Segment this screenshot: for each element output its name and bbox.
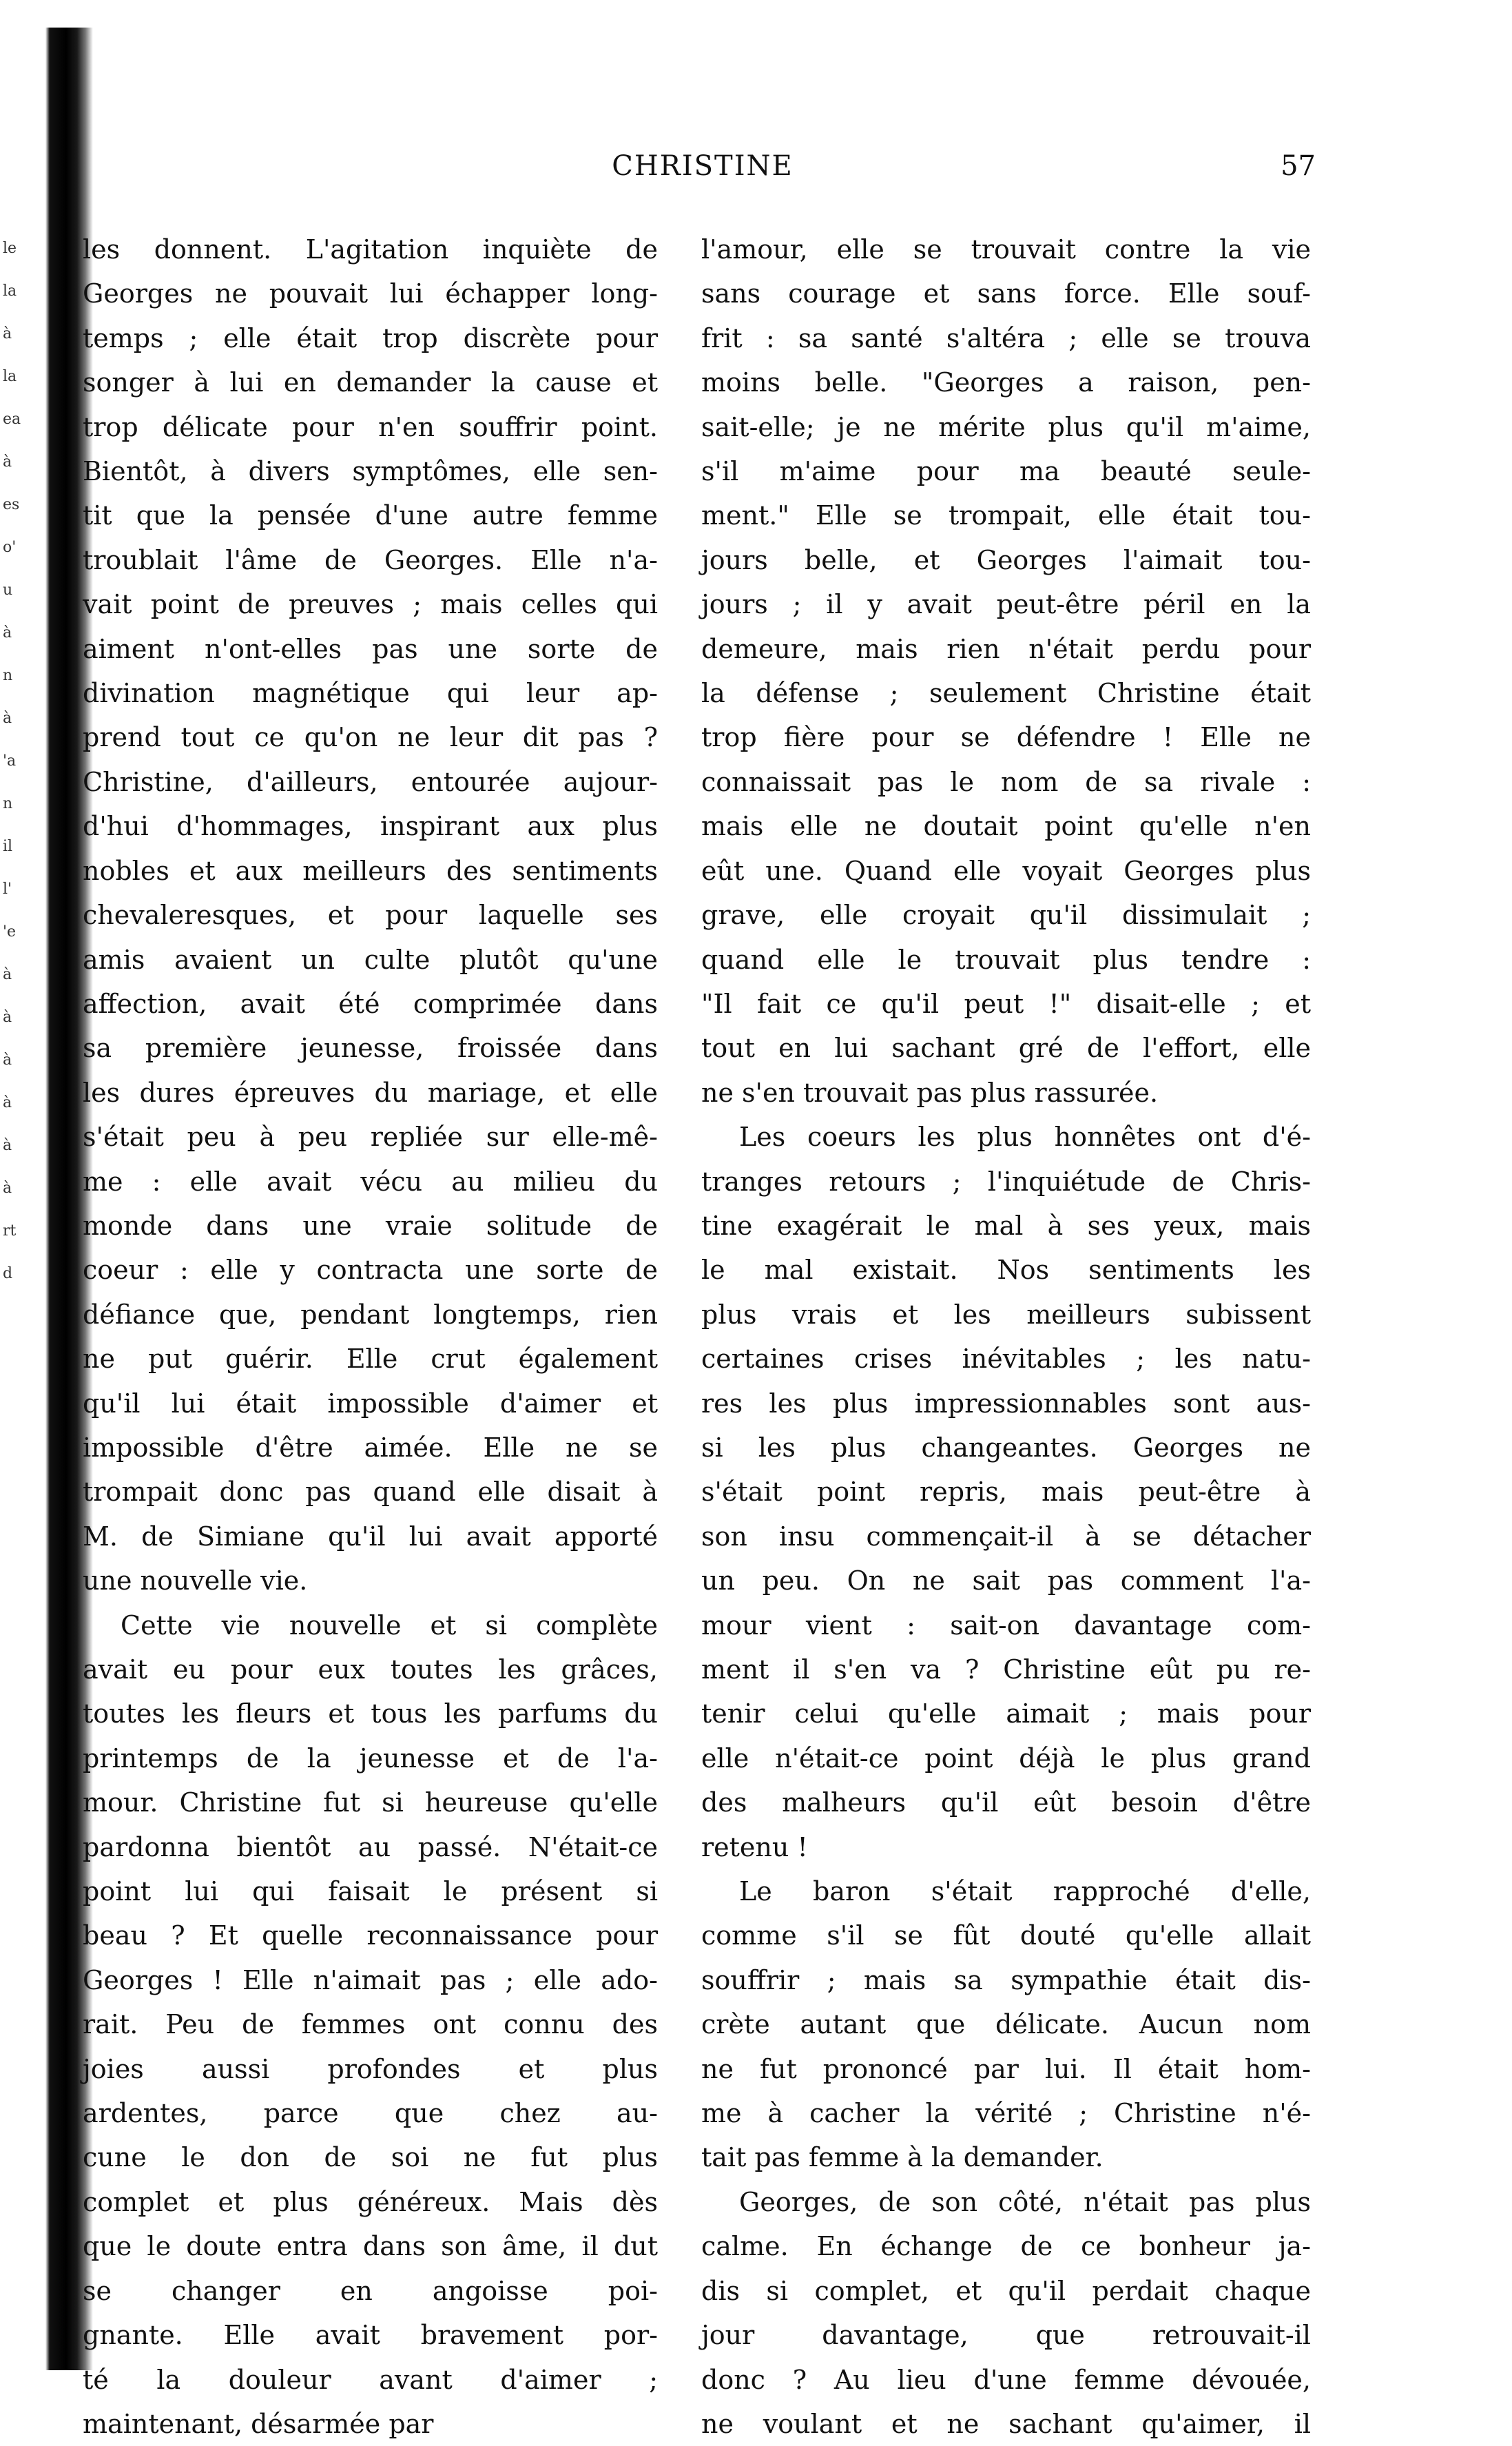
text-line: rait. Peu de femmes ont connu des — [83, 2009, 658, 2040]
text-line: res les plus impressionnables sont aus- — [701, 1388, 1311, 1419]
text-line: certaines crises inévitables ; les natu- — [701, 1344, 1311, 1375]
text-line: Christine, d'ailleurs, entourée aujour- — [83, 766, 658, 797]
text-line: aiment n'ont-elles pas une sorte de — [83, 633, 658, 664]
text-line: grave, elle croyait qu'il dissimulait ; — [701, 900, 1311, 931]
text-line: troublait l'âme de Georges. Elle n'a- — [83, 544, 658, 575]
text-line: la défense ; seulement Christine était — [701, 678, 1311, 709]
text-line: ment il s'en va ? Christine eût pu re- — [701, 1654, 1311, 1685]
text-line: jour davantage, que retrouvait-il — [701, 2320, 1311, 2351]
text-line: divination magnétique qui leur ap- — [83, 678, 658, 709]
text-line: joies aussi profondes et plus — [83, 2053, 658, 2084]
text-line: Georges, de son côté, n'était pas plus — [739, 2186, 1311, 2217]
text-line: nobles et aux meilleurs des sentiments — [83, 855, 658, 886]
text-line: tranges retours ; l'inquiétude de Chris- — [701, 1166, 1311, 1197]
text-line: défiance que, pendant longtemps, rien — [83, 1299, 658, 1330]
text-line: Georges ne pouvait lui échapper long- — [83, 278, 658, 309]
text-line: ne voulant et ne sachant qu'aimer, il — [701, 2408, 1311, 2439]
text-line: avait eu pour eux toutes les grâces, — [83, 1654, 658, 1685]
text-line: impossible d'être aimée. Elle ne se — [83, 1432, 658, 1463]
text-line: Cette vie nouvelle et si complète — [121, 1610, 658, 1641]
text-line: tine exagérait le mal à ses yeux, mais — [701, 1210, 1311, 1241]
text-line: sans courage et sans force. Elle souf- — [701, 278, 1311, 309]
text-line: une nouvelle vie. — [83, 1565, 308, 1596]
margin-fragment: la — [3, 368, 17, 385]
text-line: trop fière pour se défendre ! Elle ne — [701, 722, 1311, 753]
text-line: si les plus changeantes. Georges ne — [701, 1432, 1311, 1463]
text-line: maintenant, désarmée par — [83, 2408, 434, 2439]
margin-fragment: u — [3, 582, 13, 599]
margin-fragment: à — [3, 325, 12, 342]
margin-fragment: à — [3, 1180, 12, 1197]
text-line: souffrir ; mais sa sympathie était dis- — [701, 1964, 1311, 1995]
text-line: s'était peu à peu repliée sur elle-mê- — [83, 1122, 658, 1153]
margin-fragment: à — [3, 453, 12, 471]
text-line: me : elle avait vécu au milieu du — [83, 1166, 658, 1197]
text-line: printemps de la jeunesse et de l'a- — [83, 1743, 658, 1774]
text-line: cune le don de soi ne fut plus — [83, 2142, 658, 2173]
text-line: tout en lui sachant gré de l'effort, elle — [701, 1033, 1311, 1064]
margin-fragment: es — [3, 496, 20, 513]
text-line: des malheurs qu'il eût besoin d'être — [701, 1787, 1311, 1818]
text-line: point lui qui faisait le présent si — [83, 1876, 658, 1907]
text-line: dis si complet, et qu'il perdait chaque — [701, 2275, 1311, 2306]
margin-fragment: le — [3, 240, 17, 257]
text-line: complet et plus généreux. Mais dès — [83, 2186, 658, 2217]
text-line: prend tout ce qu'on ne leur dit pas ? — [83, 722, 658, 753]
text-line: se changer en angoisse poi- — [83, 2275, 658, 2306]
margin-fragment: à — [3, 624, 12, 641]
running-title: CHRISTINE — [612, 150, 794, 182]
text-line: Le baron s'était rapproché d'elle, — [739, 1876, 1311, 1907]
text-line: tit que la pensée d'une autre femme — [83, 500, 658, 531]
margin-fragment: à — [3, 966, 12, 983]
text-line: Les coeurs les plus honnêtes ont d'é- — [739, 1122, 1311, 1153]
text-line: calme. En échange de ce bonheur ja- — [701, 2231, 1311, 2262]
text-line: tenir celui qu'elle aimait ; mais pour — [701, 1698, 1311, 1729]
text-line: les dures épreuves du mariage, et elle — [83, 1077, 658, 1108]
margin-fragment: d — [3, 1265, 13, 1282]
text-line: frit : sa santé s'altéra ; elle se trouva — [701, 322, 1311, 353]
margin-fragment: 'a — [3, 752, 17, 770]
text-line: d'hui d'hommages, inspirant aux plus — [83, 811, 658, 842]
margin-fragment: à — [3, 1009, 12, 1026]
text-line: ne fut prononcé par lui. Il était hom- — [701, 2053, 1311, 2084]
running-head — [90, 150, 1316, 192]
text-line: demeure, mais rien n'était perdu pour — [701, 633, 1311, 664]
text-line: mour. Christine fut si heureuse qu'elle — [83, 1787, 658, 1818]
text-line: un peu. On ne sait pas comment l'a- — [701, 1565, 1311, 1596]
text-line: qu'il lui était impossible d'aimer et — [83, 1388, 658, 1419]
text-line: s'il m'aime pour ma beauté seule- — [701, 456, 1311, 487]
margin-fragment: o' — [3, 539, 17, 556]
text-line: jours belle, et Georges l'aimait tou- — [701, 544, 1311, 575]
text-line: tait pas femme à la demander. — [701, 2142, 1104, 2173]
margin-fragment: 'e — [3, 923, 17, 941]
text-line: l'amour, elle se trouvait contre la vie — [701, 234, 1311, 265]
text-line: monde dans une vraie solitude de — [83, 1210, 658, 1241]
margin-fragment: à — [3, 710, 12, 727]
text-line: moins belle. "Georges a raison, pen- — [701, 367, 1311, 398]
text-line: M. de Simiane qu'il lui avait apporté — [83, 1521, 658, 1552]
text-line: té la douleur avant d'aimer ; — [83, 2364, 658, 2395]
text-line: sait-elle; je ne mérite plus qu'il m'aime, — [701, 411, 1311, 442]
text-line: "Il fait ce qu'il peut !" disait-elle ; et — [701, 988, 1311, 1019]
margin-fragment: la — [3, 282, 17, 300]
text-line: sa première jeunesse, froissée dans — [83, 1033, 658, 1064]
text-line: mais elle ne doutait point qu'elle n'en — [701, 811, 1311, 842]
text-line: retenu ! — [701, 1831, 808, 1862]
margin-fragments — [3, 227, 47, 1295]
text-line: donc ? Au lieu d'une femme dévouée, — [701, 2364, 1311, 2395]
text-line: eût une. Quand elle voyait Georges plus — [701, 855, 1311, 886]
left-column — [83, 227, 658, 2446]
text-line: comme s'il se fût douté qu'elle allait — [701, 1920, 1311, 1951]
text-line: ardentes, parce que chez au- — [83, 2098, 658, 2129]
text-line: Georges ! Elle n'aimait pas ; elle ado- — [83, 1964, 658, 1995]
margin-fragment: n — [3, 795, 13, 812]
text-line: le mal existait. Nos sentiments les — [701, 1255, 1311, 1286]
text-line: s'était point repris, mais peut-être à — [701, 1477, 1311, 1508]
text-line: les donnent. L'agitation inquiète de — [83, 234, 658, 265]
text-line: son insu commençait-il à se détacher — [701, 1521, 1311, 1552]
text-line: ne s'en trouvait pas plus rassurée. — [701, 1077, 1159, 1108]
margin-fragment: rt — [3, 1222, 17, 1240]
text-line: mour vient : sait-on davantage com- — [701, 1610, 1311, 1641]
text-line: trop délicate pour n'en souffrir point. — [83, 411, 658, 442]
text-line: elle n'était-ce point déjà le plus grand — [701, 1743, 1311, 1774]
text-line: gnante. Elle avait bravement por- — [83, 2320, 658, 2351]
margin-fragment: il — [3, 838, 13, 855]
margin-fragment: à — [3, 1094, 12, 1111]
right-column — [701, 227, 1311, 2446]
text-line: trompait donc pas quand elle disait à — [83, 1477, 658, 1508]
text-line: quand elle le trouvait plus tendre : — [701, 944, 1311, 975]
text-line: vait point de preuves ; mais celles qui — [83, 589, 658, 620]
text-line: ne put guérir. Elle crut également — [83, 1344, 658, 1375]
text-line: que le doute entra dans son âme, il dut — [83, 2231, 658, 2262]
text-line: jours ; il y avait peut-être péril en la — [701, 589, 1311, 620]
text-line: amis avaient un culte plutôt qu'une — [83, 944, 658, 975]
text-line: songer à lui en demander la cause et — [83, 367, 658, 398]
text-line: temps ; elle était trop discrète pour — [83, 322, 658, 353]
margin-fragment: à — [3, 1137, 12, 1154]
text-line: affection, avait été comprimée dans — [83, 988, 658, 1019]
margin-fragment: à — [3, 1051, 12, 1069]
text-line: crète autant que délicate. Aucun nom — [701, 2009, 1311, 2040]
text-line: pardonna bientôt au passé. N'était-ce — [83, 1831, 658, 1862]
margin-fragment: l' — [3, 881, 12, 898]
text-line: toutes les fleurs et tous les parfums du — [83, 1698, 658, 1729]
page-number: 57 — [1281, 150, 1316, 182]
text-line: plus vrais et les meilleurs subissent — [701, 1299, 1311, 1330]
text-line: Bientôt, à divers symptômes, elle sen- — [83, 456, 658, 487]
text-line: beau ? Et quelle reconnaissance pour — [83, 1920, 658, 1951]
text-line: coeur : elle y contracta une sorte de — [83, 1255, 658, 1286]
margin-fragment: n — [3, 667, 13, 684]
text-line: ment." Elle se trompait, elle était tou- — [701, 500, 1311, 531]
margin-fragment: ea — [3, 411, 21, 428]
text-line: connaissait pas le nom de sa rivale : — [701, 766, 1311, 797]
text-line: me à cacher la vérité ; Christine n'é- — [701, 2098, 1311, 2129]
text-line: chevaleresques, et pour laquelle ses — [83, 900, 658, 931]
